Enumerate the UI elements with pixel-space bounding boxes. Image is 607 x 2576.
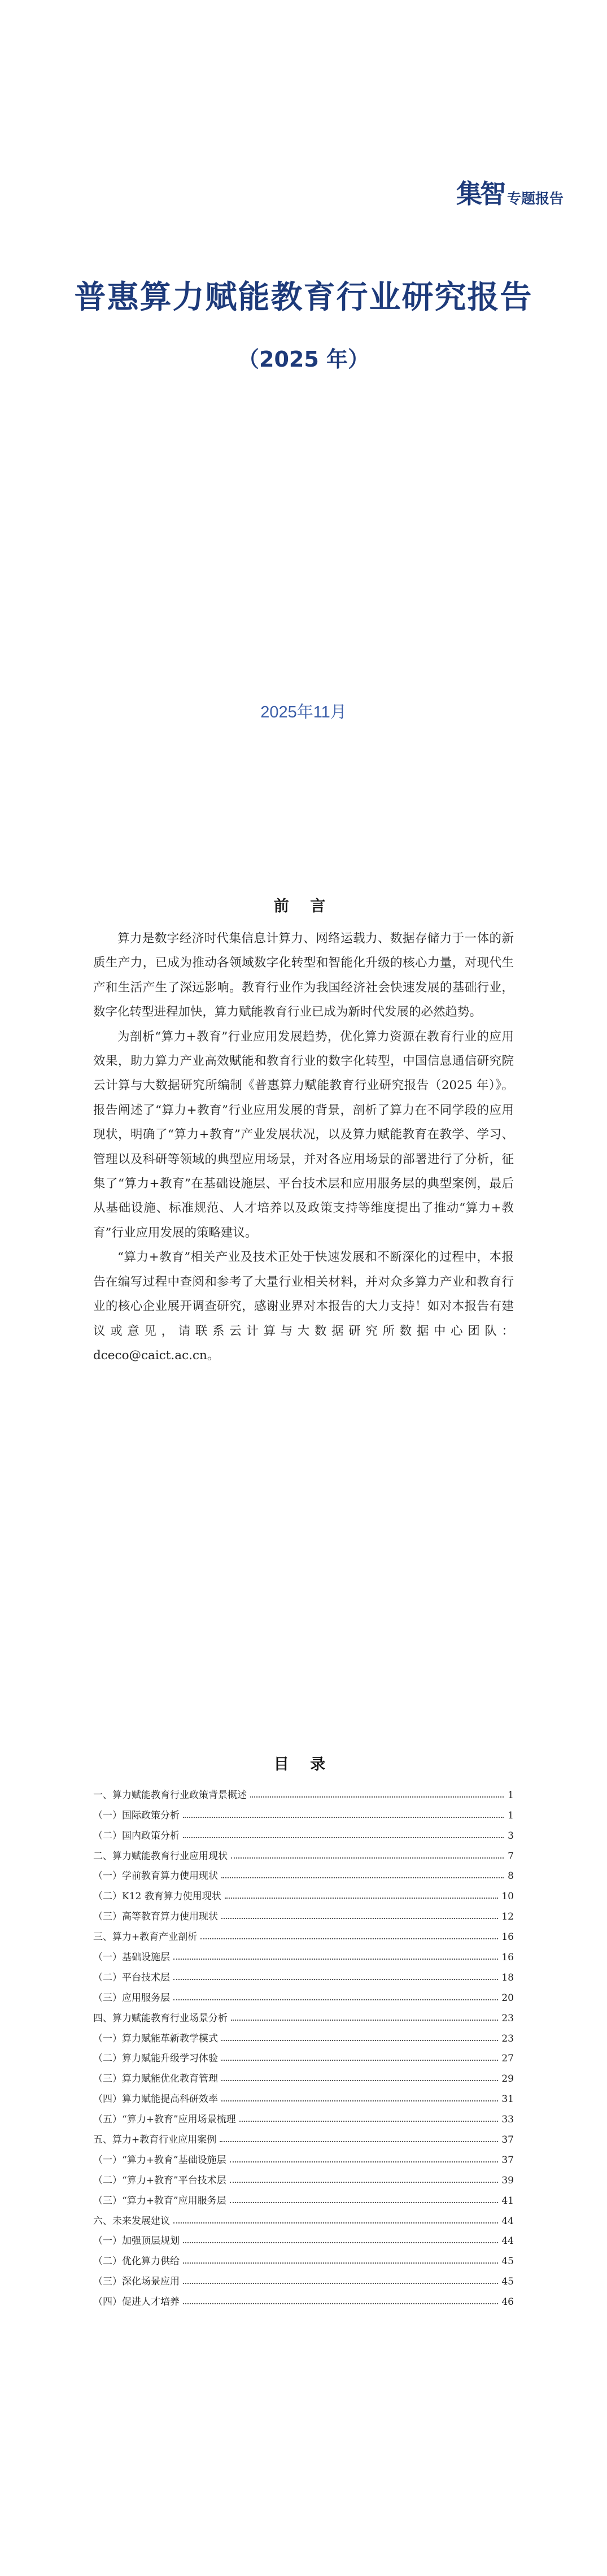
toc-leader-dots xyxy=(250,1796,504,1798)
logo-text: 专题报告 xyxy=(507,190,564,207)
toc-leader-dots xyxy=(221,2100,498,2101)
preface-paragraph: 为剖析“算力+教育”行业应用发展趋势，优化算力资源在教育行业的应用效果，助力算力产业高效赋能和教育行业的数字化转型，中国信息通信研究院云计算与大数据研究所编制《普惠算力赋能教育行业研究报告（2025 年）》。报告阐述了“算力+教育”行业应用发展的背景，剖析了算力在不同学段的应用现状，明确了“算力+教育”产业发展状况，以及算力赋能教育在教学、学习、管理以及科研等领域的典型应用场景，并对各应用场景的部署进行了分析，征集了“算力+教育”在基础设施层、平台技术层和应用服务层的典型案例，最后从基础设施、标准规范、人才培养以及政策支持等维度提出了推动“算力+教育”行业应用发展的策略建议。 xyxy=(93,1029,514,1240)
toc-leader-dots xyxy=(173,1979,498,1980)
toc-entry-page: 3 xyxy=(508,1830,514,1842)
toc-entry[interactable] xyxy=(93,2146,514,2166)
toc-entry-label: （四）算力赋能提高科研效率 xyxy=(93,2094,218,2105)
toc-leader-dots xyxy=(183,1817,504,1818)
toc-entry-label: （二）“算力+教育”平台技术层 xyxy=(93,2174,226,2186)
toc-entry-page: 23 xyxy=(501,2033,514,2044)
toc-entry-label: （二）算力赋能升级学习体验 xyxy=(93,2053,218,2065)
toc-entry-page: 44 xyxy=(501,2235,514,2247)
toc-leader-dots xyxy=(231,2020,498,2021)
toc-entry[interactable] xyxy=(93,2247,514,2267)
report-title: 普惠算力赋能教育行业研究报告 xyxy=(74,279,533,316)
toc-entry[interactable] xyxy=(93,2207,514,2227)
toc-entry-label: 四、算力赋能教育行业场景分析 xyxy=(93,2012,228,2024)
toc-entry[interactable] xyxy=(93,2227,514,2247)
toc-entry-label: （二）国内政策分析 xyxy=(93,1830,180,1842)
toc-entry[interactable] xyxy=(93,1983,514,2004)
toc-entry-label: （二）K12 教育算力使用现状 xyxy=(93,1891,221,1903)
toc-leader-dots xyxy=(200,1938,498,1939)
toc-entry[interactable] xyxy=(93,2064,514,2085)
toc-entry-label: （一）算力赋能革新教学模式 xyxy=(93,2033,218,2044)
toc-entry-label: （一）基础设施层 xyxy=(93,1952,170,1964)
toc-entry[interactable] xyxy=(93,1902,514,1922)
toc-entry[interactable] xyxy=(93,2287,514,2308)
toc-entry-label: 二、算力赋能教育行业应用现状 xyxy=(93,1850,228,1862)
preface-title: 前 言 xyxy=(273,898,334,915)
preface-page xyxy=(0,859,607,1717)
toc-leader-dots xyxy=(221,2060,498,2061)
toc-entry-page: 39 xyxy=(501,2174,514,2186)
toc-leader-dots xyxy=(220,2141,498,2142)
toc-entry-label: （一）“算力+教育”基础设施层 xyxy=(93,2154,226,2166)
toc-entry[interactable] xyxy=(93,2125,514,2146)
preface-paragraph: 算力是数字经济时代集信息计算力、网络运载力、数据存储力于一体的新质生产力，已成为推动各领域数字化转型和智能化升级的核心力量，对现代生产和生活产生了深远影响。教育行业作为我国经济社会快速发展的基础行业，数字化转型进程加快，算力赋能教育行业已成为新时代发展的必然趋势。 xyxy=(93,932,514,1020)
toc-entry-label: （二）平台技术层 xyxy=(93,1972,170,1983)
logo-mark: 集智 xyxy=(456,179,504,209)
toc-entry[interactable] xyxy=(93,1821,514,1842)
toc-entry[interactable] xyxy=(93,1922,514,1943)
toc-entry[interactable] xyxy=(93,1801,514,1821)
toc-leader-dots xyxy=(173,1959,498,1960)
toc-leader-dots xyxy=(183,1837,504,1838)
toc-entry[interactable] xyxy=(93,1842,514,1862)
toc-entry[interactable] xyxy=(93,2085,514,2105)
toc-entry-page: 20 xyxy=(501,1992,514,2004)
toc-leader-dots xyxy=(173,2222,498,2223)
toc-entry[interactable] xyxy=(93,2044,514,2065)
toc-entry-label: 五、算力+教育行业应用案例 xyxy=(93,2134,217,2146)
toc-entry-label: （二）优化算力供给 xyxy=(93,2256,180,2268)
toc-entry[interactable] xyxy=(93,2186,514,2207)
toc-entry-page: 45 xyxy=(501,2276,514,2288)
toc-title: 目 录 xyxy=(273,1756,334,1773)
toc-entry[interactable] xyxy=(93,2166,514,2186)
toc-entry-page: 1 xyxy=(508,1789,514,1801)
toc-entry-label: （三）算力赋能优化教育管理 xyxy=(93,2073,218,2085)
toc-entry-page: 10 xyxy=(501,1891,514,1903)
toc-leader-dots xyxy=(221,1918,498,1919)
toc-entry-label: （三）深化场景应用 xyxy=(93,2276,180,2288)
report-date: 2025年11月 xyxy=(260,703,347,721)
toc-entry-page: 1 xyxy=(508,1809,514,1821)
toc-entry-label: （一）学前教育算力使用现状 xyxy=(93,1870,218,1882)
toc-entry-page: 16 xyxy=(501,1931,514,1943)
toc-leader-dots xyxy=(239,2121,499,2122)
toc-entry-label: 三、算力+教育产业剖析 xyxy=(93,1931,198,1943)
report-subtitle: （2025 年） xyxy=(238,347,369,372)
toc-entry-page: 12 xyxy=(501,1911,514,1923)
toc-entry-label: 六、未来发展建议 xyxy=(93,2215,170,2227)
toc-leader-dots xyxy=(230,2182,499,2183)
toc-entry-page: 23 xyxy=(501,2012,514,2024)
toc-leader-dots xyxy=(221,1877,504,1878)
toc-entry-page: 16 xyxy=(501,1952,514,1964)
toc-entry-page: 31 xyxy=(501,2094,514,2105)
toc-entry-page: 7 xyxy=(508,1850,514,1862)
toc-entry-label: （三）高等教育算力使用现状 xyxy=(93,1911,218,1923)
toc-leader-dots xyxy=(230,2202,499,2203)
toc-entry-label: （一）国际政策分析 xyxy=(93,1809,180,1821)
toc-entry[interactable] xyxy=(93,2004,514,2024)
toc-entry-page: 45 xyxy=(501,2256,514,2268)
toc-entry-page: 33 xyxy=(501,2114,514,2126)
toc-entry-page: 41 xyxy=(501,2195,514,2207)
toc-entry-page: 37 xyxy=(501,2134,514,2146)
toc-entry[interactable] xyxy=(93,1882,514,1902)
toc-leader-dots xyxy=(230,2161,499,2162)
toc-leader-dots xyxy=(221,2080,498,2081)
toc-entry-page: 27 xyxy=(501,2053,514,2065)
toc-entry-label: 一、算力赋能教育行业政策背景概述 xyxy=(93,1789,247,1801)
toc-entry[interactable] xyxy=(93,1943,514,1963)
toc-entry-page: 46 xyxy=(501,2296,514,2308)
toc-entry-page: 18 xyxy=(501,1972,514,1983)
preface-paragraph: “算力+教育”相关产业及技术正处于快速发展和不断深化的过程中，本报告在编写过程中查阅和参考了大量行业相关材料，并对众多算力产业和教育行业的核心企业展开调查研究，感谢业界对本报告的大力支持！如对本报告有建议或意见，请联系云计算与大数据研究所数据中心团队：dceco@caict.ac.cn。 xyxy=(93,1250,514,1363)
toc-leader-dots xyxy=(173,1999,498,2000)
toc-leader-dots xyxy=(183,2242,498,2243)
toc-page xyxy=(0,1717,607,2576)
toc-entry-label: （三）“算力+教育”应用服务层 xyxy=(93,2195,226,2207)
toc-entry[interactable] xyxy=(93,1963,514,1983)
toc-leader-dots xyxy=(231,1857,504,1859)
toc-entry-page: 37 xyxy=(501,2154,514,2166)
toc-leader-dots xyxy=(183,2262,498,2264)
toc-leader-dots xyxy=(183,2283,498,2284)
toc-list xyxy=(93,1781,514,2308)
toc-entry-label: （五）“算力+教育”应用场景梳理 xyxy=(93,2114,236,2126)
toc-entry[interactable] xyxy=(93,1862,514,1882)
toc-entry[interactable] xyxy=(93,2024,514,2044)
toc-entry-label: （一）加强顶层规划 xyxy=(93,2235,180,2247)
toc-entry[interactable] xyxy=(93,1781,514,1801)
toc-entry-label: （四）促进人才培养 xyxy=(93,2296,180,2308)
toc-entry-page: 29 xyxy=(501,2073,514,2085)
toc-leader-dots xyxy=(221,2040,498,2041)
toc-leader-dots xyxy=(183,2303,498,2304)
preface-body xyxy=(93,926,514,1368)
toc-entry-label: （三）应用服务层 xyxy=(93,1992,170,2004)
cover-page xyxy=(0,0,607,859)
toc-entry-page: 8 xyxy=(508,1870,514,1882)
toc-entry[interactable] xyxy=(93,2105,514,2125)
toc-leader-dots xyxy=(225,1898,499,1899)
toc-entry-page: 44 xyxy=(501,2215,514,2227)
brand-logo xyxy=(456,180,564,208)
toc-entry[interactable] xyxy=(93,2267,514,2287)
